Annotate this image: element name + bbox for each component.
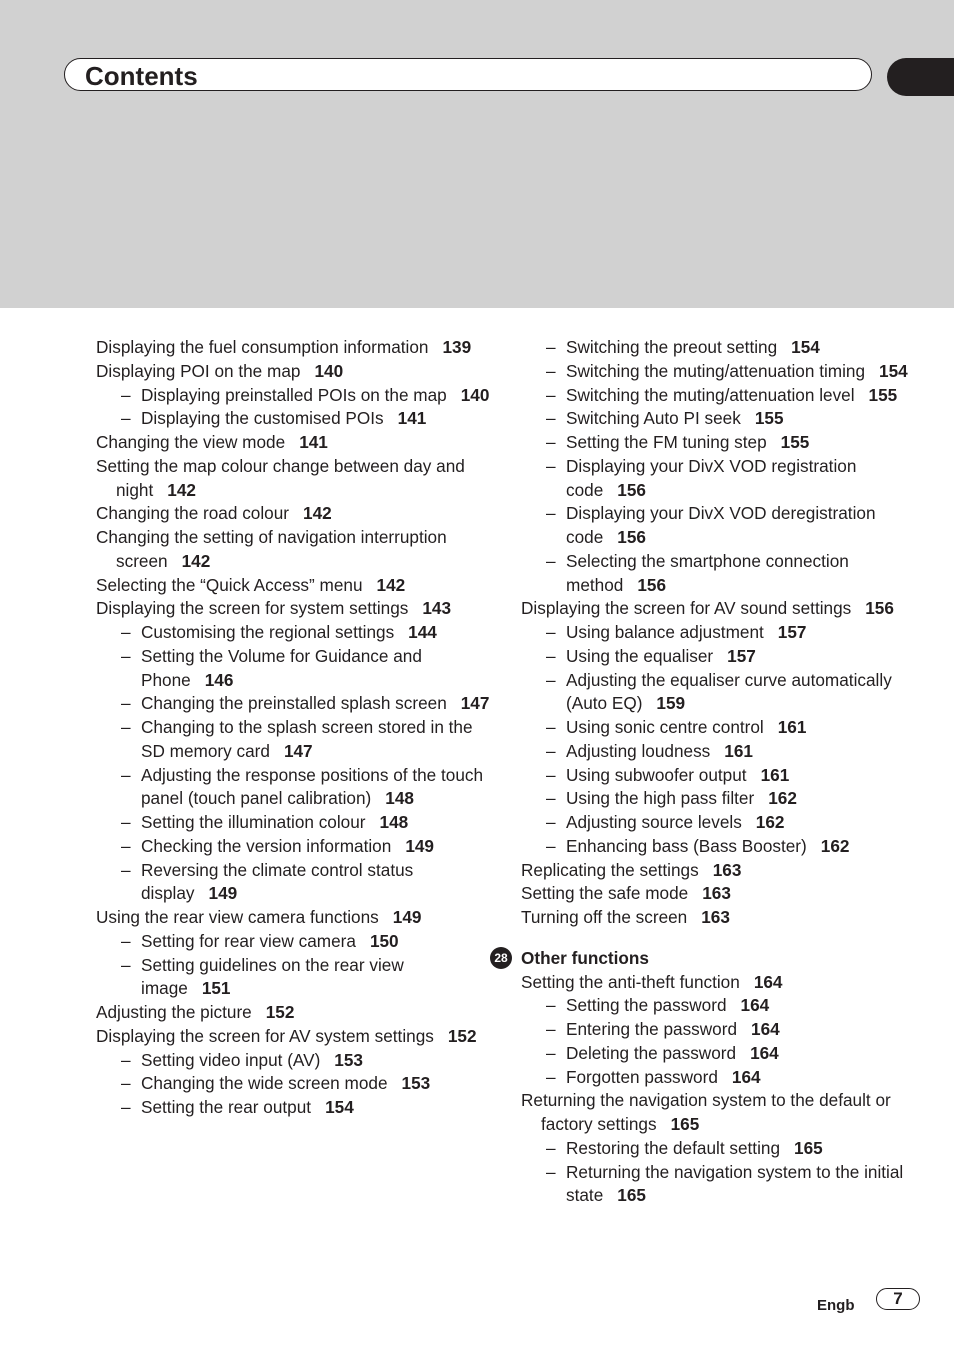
toc-entry[interactable] <box>96 502 491 526</box>
entry-title: Checking the version information <box>141 835 392 856</box>
section-number-badge: 28 <box>490 947 512 969</box>
entry-page-number: 154 <box>791 337 820 357</box>
dash-marker: – <box>546 408 556 429</box>
entry-page-number: 161 <box>777 717 807 737</box>
entry-title: Returning the navigation system to the default or factory settings <box>521 1090 891 1134</box>
entry-page-number: 146 <box>204 669 234 690</box>
entry-page-number: 142 <box>376 574 406 595</box>
toc-subentry[interactable] <box>96 384 491 408</box>
entry-title: Changing the road colour <box>96 503 290 524</box>
entry-title: Setting for rear view camera <box>141 930 356 951</box>
toc-entry[interactable] <box>521 906 921 930</box>
entry-page-number: 156 <box>617 479 646 500</box>
toc-subentry[interactable] <box>521 1161 921 1209</box>
entry-page-number: 165 <box>670 1114 700 1134</box>
toc-subentry[interactable] <box>96 407 491 431</box>
toc-subentry[interactable] <box>521 360 921 384</box>
entry-title: Displaying the screen for system settings <box>96 598 409 619</box>
entry-page-number: 156 <box>865 598 894 619</box>
entry-title: Customising the regional settings <box>141 622 395 642</box>
entry-title: Adjusting loudness <box>566 740 711 761</box>
entry-page-number: 150 <box>369 930 399 951</box>
toc-subentry[interactable] <box>521 1137 921 1161</box>
toc-subentry[interactable] <box>521 502 921 550</box>
toc-subentry[interactable] <box>521 716 921 740</box>
toc-subentry[interactable] <box>96 645 491 693</box>
toc-subentry[interactable] <box>521 550 921 598</box>
entry-page-number: 142 <box>303 503 332 524</box>
entry-title: Changing the setting of navigation interruption screen <box>96 527 447 571</box>
section-title: Other functions <box>521 947 649 968</box>
dash-marker: – <box>121 408 131 429</box>
entry-title: Adjusting the response positions of the touch panel (touch panel calibration) <box>141 764 484 809</box>
entry-title: Turning off the screen <box>521 907 688 927</box>
entry-title: Setting the illumination colour <box>141 812 366 832</box>
entry-title: Adjusting the equaliser curve automatically (Auto EQ) <box>566 669 892 714</box>
entry-page-number: 148 <box>379 812 409 832</box>
entry-page-number: 140 <box>460 384 490 405</box>
entry-page-number: 149 <box>208 883 238 904</box>
entry-page-number: 154 <box>879 360 908 381</box>
dash-marker: – <box>121 812 131 832</box>
toc-subentry[interactable] <box>521 384 921 408</box>
entry-page-number: 164 <box>740 995 770 1016</box>
toc-subentry[interactable] <box>521 994 921 1018</box>
page-title: Contents <box>85 61 198 91</box>
dash-marker: – <box>546 812 556 832</box>
toc-subentry[interactable] <box>96 930 491 954</box>
entry-title: Setting the Volume for Guidance and Phone <box>141 645 422 690</box>
entry-page-number: 155 <box>754 408 784 429</box>
toc-subentry[interactable] <box>521 431 921 455</box>
dash-marker: – <box>546 645 556 666</box>
entry-page-number: 152 <box>265 1002 295 1022</box>
entry-title: Displaying POI on the map <box>96 360 301 381</box>
dash-marker: – <box>546 384 556 405</box>
entry-title: Displaying your DivX VOD deregistration code <box>566 503 876 547</box>
dash-marker: – <box>546 1161 556 1182</box>
toc-subentry[interactable] <box>96 692 491 716</box>
entry-page-number: 149 <box>405 835 434 856</box>
entry-title: Returning the navigation system to the initial state <box>566 1161 904 1206</box>
toc-subentry[interactable] <box>521 1018 921 1042</box>
entry-title: Replicating the settings <box>521 859 699 880</box>
entry-title: Entering the password <box>566 1019 738 1039</box>
entry-title: Setting the safe mode <box>521 883 689 904</box>
entry-title: Setting the map colour change between day and night <box>96 455 465 500</box>
chapter-tab <box>887 58 954 96</box>
entry-title: Switching the preout setting <box>566 337 778 357</box>
entry-page-number: 155 <box>780 432 810 452</box>
toc-entry[interactable] <box>96 597 491 621</box>
toc-entry[interactable] <box>96 906 491 930</box>
entry-page-number: 164 <box>750 1042 779 1063</box>
dash-marker: – <box>121 859 131 880</box>
entry-page-number: 151 <box>201 978 231 999</box>
entry-title: Displaying the screen for AV system settings <box>96 1025 434 1046</box>
dash-marker: – <box>121 384 131 405</box>
entry-title: Switching Auto PI seek <box>566 408 741 429</box>
entry-title: Restoring the default setting <box>566 1137 781 1158</box>
dash-marker: – <box>121 1097 131 1117</box>
entry-title: Forgotten password <box>566 1066 718 1087</box>
toc-subentry[interactable] <box>96 1049 491 1073</box>
toc-subentry[interactable] <box>521 669 921 717</box>
dash-marker: – <box>546 432 556 452</box>
entry-page-number: 139 <box>442 337 472 357</box>
dash-marker: – <box>121 930 131 951</box>
entry-title: Selecting the smartphone connection method <box>566 550 849 595</box>
toc-subentry[interactable] <box>96 621 491 645</box>
toc-entry[interactable] <box>521 859 921 883</box>
toc-subentry[interactable] <box>521 1066 921 1090</box>
entry-title: Displaying your DivX VOD registration code <box>566 455 857 500</box>
entry-title: Using the high pass filter <box>566 788 755 809</box>
entry-page-number: 143 <box>422 598 452 619</box>
dash-marker: – <box>546 717 556 737</box>
entry-title: Setting video input (AV) <box>141 1049 321 1070</box>
entry-page-number: 157 <box>727 645 756 666</box>
entry-page-number: 140 <box>314 360 344 381</box>
entry-title: Setting the anti-theft function <box>521 971 740 992</box>
toc-subentry[interactable] <box>96 1096 491 1120</box>
toc-subentry[interactable] <box>96 1072 491 1096</box>
toc-subentry[interactable] <box>521 407 921 431</box>
entry-page-number: 164 <box>753 971 783 992</box>
toc-entry[interactable] <box>96 360 491 384</box>
entry-page-number: 163 <box>702 883 731 904</box>
entry-title: Displaying the customised POIs <box>141 408 384 429</box>
entry-page-number: 159 <box>656 693 686 714</box>
toc-entry[interactable] <box>96 336 491 360</box>
entry-page-number: 149 <box>392 907 422 927</box>
toc-subentry[interactable] <box>521 811 921 835</box>
dash-marker: – <box>546 1042 556 1063</box>
toc-subentry[interactable] <box>96 716 491 764</box>
entry-page-number: 153 <box>401 1073 431 1094</box>
entry-page-number: 153 <box>334 1049 363 1070</box>
toc-subentry[interactable] <box>521 455 921 503</box>
entry-title: Changing the preinstalled splash screen <box>141 693 447 714</box>
entry-page-number: 163 <box>701 907 730 927</box>
dash-marker: – <box>121 1073 131 1094</box>
toc-entry[interactable] <box>521 882 921 906</box>
entry-page-number: 164 <box>751 1019 780 1039</box>
dash-marker: – <box>546 995 556 1016</box>
toc-left-list <box>96 336 491 1120</box>
entry-title: Changing the wide screen mode <box>141 1073 388 1094</box>
entry-page-number: 142 <box>167 479 196 500</box>
entry-title: Displaying the screen for AV sound settings <box>521 598 852 619</box>
entry-title: Enhancing bass (Bass Booster) <box>566 835 807 856</box>
entry-title: Changing to the splash screen stored in the SD memory card <box>141 717 473 761</box>
entry-page-number: 161 <box>724 740 753 761</box>
section-heading <box>494 947 921 971</box>
toc-entry[interactable] <box>96 574 491 598</box>
dash-marker: – <box>546 740 556 761</box>
entry-page-number: 148 <box>385 788 414 809</box>
toc-entry[interactable] <box>521 597 921 621</box>
dash-marker: – <box>121 764 131 785</box>
section-entries <box>521 971 921 1209</box>
entry-title: Using balance adjustment <box>566 622 764 642</box>
dash-marker: – <box>546 669 556 690</box>
toc-subentry[interactable] <box>521 621 921 645</box>
dash-marker: – <box>546 503 556 524</box>
entry-page-number: 152 <box>447 1025 477 1046</box>
entry-page-number: 162 <box>768 788 797 809</box>
entry-title: Displaying the fuel consumption information <box>96 337 429 357</box>
toc-subentry[interactable] <box>521 645 921 669</box>
dash-marker: – <box>546 1066 556 1087</box>
entry-title: Using the rear view camera functions <box>96 907 379 927</box>
entry-page-number: 147 <box>283 740 313 761</box>
entry-title: Setting guidelines on the rear view image <box>141 954 404 999</box>
dash-marker: – <box>546 1137 556 1158</box>
entry-title: Using subwoofer output <box>566 764 747 785</box>
dash-marker: – <box>121 954 131 975</box>
dash-marker: – <box>121 835 131 856</box>
entry-title: Adjusting the picture <box>96 1002 252 1022</box>
dash-marker: – <box>121 645 131 666</box>
language-code: Engb <box>817 1297 855 1314</box>
header-band <box>0 0 954 308</box>
entry-title: Switching the muting/attenuation level <box>566 384 855 405</box>
toc-subentry[interactable] <box>96 859 491 907</box>
dash-marker: – <box>546 360 556 381</box>
dash-marker: – <box>121 1049 131 1070</box>
toc-subentry[interactable] <box>521 835 921 859</box>
dash-marker: – <box>121 622 131 642</box>
toc-subentry[interactable] <box>521 787 921 811</box>
entry-page-number: 142 <box>181 550 211 571</box>
toc-entry[interactable] <box>521 971 921 995</box>
dash-marker: – <box>546 550 556 571</box>
toc-left-column <box>96 336 491 1120</box>
entry-page-number: 147 <box>460 693 490 714</box>
toc-entry[interactable] <box>96 455 491 503</box>
toc-right-column <box>494 336 921 1208</box>
toc-subentry[interactable] <box>521 1042 921 1066</box>
entry-title: Deleting the password <box>566 1042 737 1063</box>
entry-page-number: 162 <box>755 812 785 832</box>
entry-page-number: 154 <box>325 1097 354 1117</box>
entry-title: Adjusting source levels <box>566 812 742 832</box>
toc-entry[interactable] <box>521 1089 921 1137</box>
page-number: 7 <box>876 1288 920 1310</box>
entry-page-number: 156 <box>637 574 667 595</box>
toc-subentry[interactable] <box>521 740 921 764</box>
toc-entry[interactable] <box>96 431 491 455</box>
dash-marker: – <box>546 622 556 642</box>
entry-title: Reversing the climate control status display <box>141 859 414 904</box>
entry-page-number: 165 <box>617 1185 646 1206</box>
entry-title: Setting the FM tuning step <box>566 432 767 452</box>
entry-page-number: 161 <box>760 764 790 785</box>
toc-right-list <box>521 336 921 930</box>
toc-subentry[interactable] <box>521 764 921 788</box>
entry-page-number: 165 <box>794 1137 823 1158</box>
entry-page-number: 156 <box>617 527 646 547</box>
dash-marker: – <box>546 1019 556 1039</box>
entry-page-number: 163 <box>712 859 742 880</box>
entry-title: Setting the rear output <box>141 1097 312 1117</box>
toc-subentry[interactable] <box>521 336 921 360</box>
dash-marker: – <box>546 764 556 785</box>
entry-title: Displaying preinstalled POIs on the map <box>141 384 447 405</box>
entry-title: Using the equaliser <box>566 645 714 666</box>
entry-title: Changing the view mode <box>96 432 286 452</box>
entry-page-number: 164 <box>731 1066 761 1087</box>
entry-page-number: 162 <box>820 835 850 856</box>
toc-subentry[interactable] <box>96 811 491 835</box>
dash-marker: – <box>546 788 556 809</box>
entry-title: Setting the password <box>566 995 727 1016</box>
dash-marker: – <box>121 693 131 714</box>
entry-title: Selecting the “Quick Access” menu <box>96 574 363 595</box>
entry-page-number: 141 <box>397 408 427 429</box>
entry-title: Using sonic centre control <box>566 717 764 737</box>
title-box <box>64 58 872 91</box>
entry-page-number: 157 <box>777 622 807 642</box>
toc-subentry[interactable] <box>96 954 491 1002</box>
dash-marker: – <box>546 337 556 357</box>
dash-marker: – <box>546 835 556 856</box>
toc-entry[interactable] <box>96 526 491 574</box>
toc-entry[interactable] <box>96 1025 491 1049</box>
dash-marker: – <box>546 455 556 476</box>
entry-page-number: 155 <box>868 384 898 405</box>
toc-subentry[interactable] <box>96 764 491 812</box>
toc-subentry[interactable] <box>96 835 491 859</box>
entry-title: Switching the muting/attenuation timing <box>566 360 866 381</box>
entry-page-number: 141 <box>299 432 328 452</box>
toc-entry[interactable] <box>96 1001 491 1025</box>
entry-page-number: 144 <box>408 622 437 642</box>
dash-marker: – <box>121 717 131 737</box>
